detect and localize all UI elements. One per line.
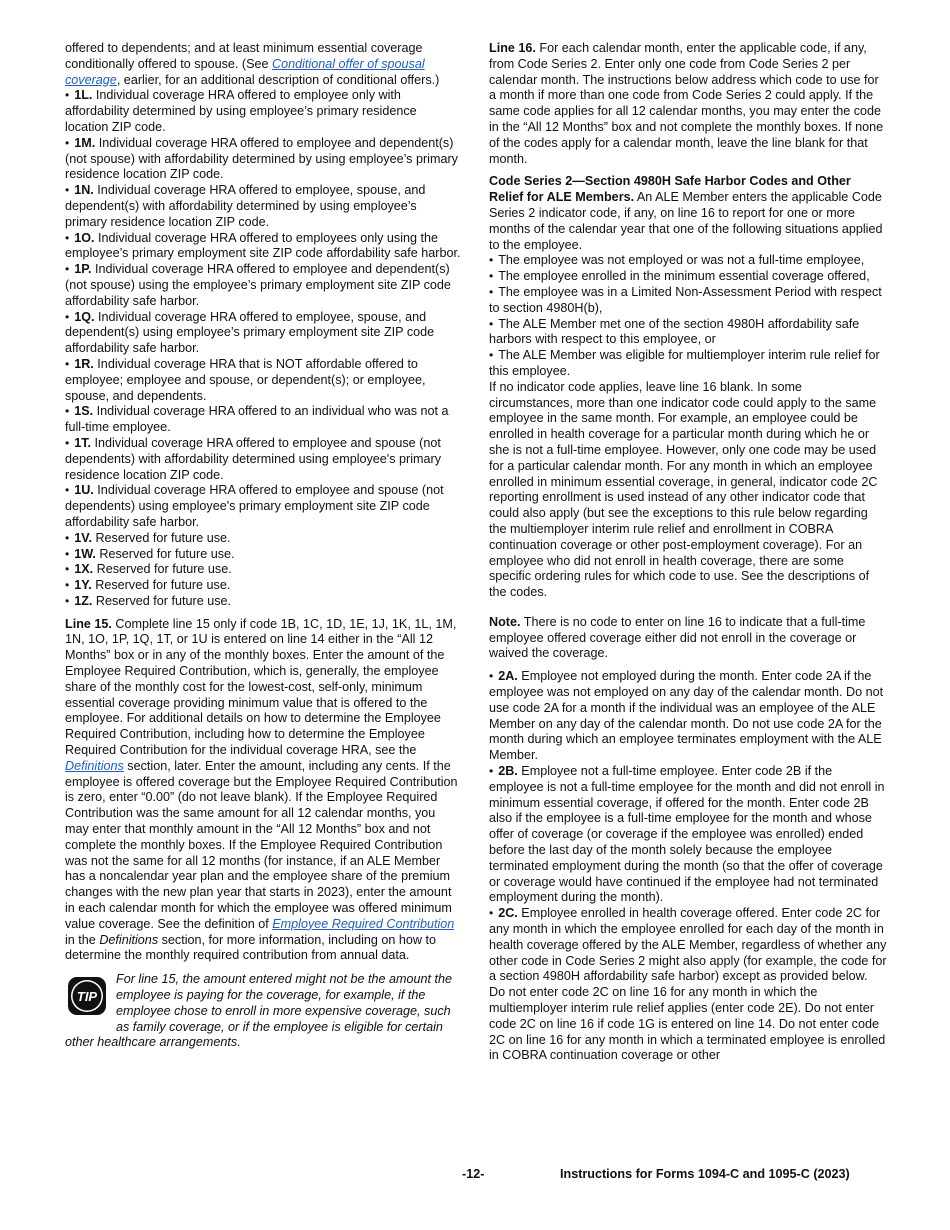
note-label: Note. [489, 614, 521, 629]
definitions-link[interactable]: Definitions [65, 758, 124, 773]
list-item: • 1W. Reserved for future use. [65, 547, 462, 563]
intro-paragraph: offered to dependents; and at least minimum essential coverage conditionally offered to spouse. (See Conditional offer of spousal coverage, earlier, for an additional description of conditional offers.) [65, 41, 440, 87]
list-item: • The employee enrolled in the minimum essential coverage offered, [489, 269, 887, 285]
list-item: • 1N. Individual coverage HRA offered to employee, spouse, and dependent(s) with affordability determined by using employee’s primary residence location ZIP code. [65, 183, 462, 230]
note-paragraph: Note. There is no code to enter on line 16 to indicate that a full-time employee offered coverage either did not enroll in the coverage or waived the coverage. [489, 614, 866, 661]
right-column [489, 41, 887, 1064]
list-item: • 1R. Individual coverage HRA that is NOT affordable offered to employee; employee and spouse, or dependent(s); or employee, spouse, and dependents. [65, 357, 462, 404]
list-item: • 1T. Individual coverage HRA offered to employee and spouse (not dependents) with affordability determined using employee's primary residence location ZIP code. [65, 436, 462, 483]
list-item: • 1Y. Reserved for future use. [65, 578, 462, 594]
employee-required-contribution-link[interactable]: Employee Required Contribution [272, 916, 455, 931]
code-series-2-intro: Code Series 2—Section 4980H Safe Harbor Codes and Other Relief for ALE Members. An ALE Member enters the applicable Code Series 2 indicator code, if any, on line 16 to report for one or more months of the calendar year that one of the following situations applied to the employee. [489, 174, 883, 252]
list-item: • The employee was not employed or was not a full-time employee, [489, 253, 887, 269]
list-item: • The ALE Member was eligible for multiemployer interim rule relief for this employee. [489, 348, 887, 380]
list-item: • 1M. Individual coverage HRA offered to employee and dependent(s) (not spouse) with affordability determined by using employee’s primary residence location ZIP code. [65, 136, 462, 183]
conditional-offer-link[interactable]: Conditional offer of spousal coverage [65, 56, 425, 87]
list-item: • 1U. Individual coverage HRA offered to employee and spouse (not dependents) using employee's primary employment site ZIP code affordability safe harbor. [65, 483, 462, 530]
list-item: • 1Z. Reserved for future use. [65, 594, 462, 610]
list-item: • 1V. Reserved for future use. [65, 531, 462, 547]
line-16-paragraph: Line 16. For each calendar month, enter the applicable code, if any, from Code Series 2. Enter only one code from Code Series 2 per calendar month. The instructions below address which code to use for a month if more than one code from Code Series 2 could apply. If the same code applies for all 12 calendar months, you may enter the code in the “All 12 Months” box and not complete the monthly boxes. If none of the codes apply for a calendar month, leave the line blank for that month. [489, 41, 884, 166]
line-16-heading: Line 16. [489, 41, 536, 55]
list-item: • 2C. Employee enrolled in health coverage offered. Enter code 2C for any month in which the employee enrolled for each day of the month in health coverage offered by the ALE Member, regardless of whether any other code in Code Series 2 might also apply (for example, the code for a section 4980H affordability safe harbor) except as provided below. Do not enter code 2C on line 16 for any month in which the multiemployer interim rule relief applies (enter code 2E). Do not enter code 2C on line 16 if code 1G is entered on line 14. Do not enter code 2C on line 16 for any month in which a terminated employee is enrolled in COBRA continuation coverage or other [489, 906, 887, 1064]
tip-icon [65, 974, 109, 1018]
code-list-series-2 [489, 669, 887, 1064]
indicator-code-paragraph: If no indicator code applies, leave line 16 blank. In some circumstances, more than one indicator code could apply to the same employee in the same month. For example, an employee could be enrolled in health coverage for a particular month during which he or she is not a full-time employee. However, only one code may be used for a particular calendar month. For any month in which an employee enrolled in minimum essential coverage, in general, indicator code 2C reporting enrollment is used instead of any other indicator code that could also apply (but see the exceptions to this rule below regarding the multiemployer interim rule relief and enrollment in COBRA continuation coverage or other post-employment coverage). For an employee who did not enroll in health coverage, there are some specific ordering rules for which code to use. See the descriptions of the codes. [489, 379, 878, 600]
situation-list [489, 253, 887, 379]
form-title: Instructions for Forms 1094-C and 1095-C (2023) [560, 1167, 850, 1181]
list-item: • 2B. Employee not a full-time employee. Enter code 2B if the employee is not a full-time employee for the month and did not enroll in minimum essential coverage, if offered for the month. Enter code 2B also if the employee is a full-time employee for the month and whose offer of coverage (or coverage if the employee was enrolled) ended before the last day of the month solely because the employee terminated employment during the month (so that the offer of coverage or coverage would have continued if the employee had not terminated employment during the month). [489, 764, 887, 906]
list-item: • 1P. Individual coverage HRA offered to employee and dependent(s) (not spouse) using the employee’s primary employment site ZIP code affordability safe harbor. [65, 262, 462, 309]
line-15-paragraph: Line 15. Complete line 15 only if code 1B, 1C, 1D, 1E, 1J, 1K, 1L, 1M, 1N, 1O, 1P, 1Q, 1T, or 1U is entered on line 14 either in the “All 12 Months” box or in any of the monthly boxes. Enter the amount of the Employee Required Contribution, which is, generally, the employee share of the monthly cost for the lowest-cost, self-only, minimum essential coverage providing minimum value that is offered to the employee. For additional details on how to determine the Employee Required Contribution, including how to determine the Employee Required Contribution for the individual coverage HRA, see the Definitions section, later. Enter the amount, including any cents. If the employee is offered coverage but the Employee Required Contribution is zero, enter “0.00” (do not leave blank). If the Employee Required Contribution was the same amount for all 12 calendar months, you may enter that monthly amount in the “All 12 Months” box and not complete the monthly boxes. If the Employee Required Contribution was not the same for all 12 months (for instance, if an ALE Member has a noncalendar year plan and the employee share of the premium changes with the new plan year that starts in 2023), enter the amount in each calendar month for which the employee was offered minimum value coverage. See the definition of Employee Required Contribution in the Definitions section, for more information, including on how to determine the monthly required contribution from annual data. [65, 616, 458, 963]
code-series-2-heading: Code Series 2—Section 4980H Safe Harbor Codes and Other Relief for ALE Members. [489, 174, 851, 205]
list-item: • 1S. Individual coverage HRA offered to an individual who was not a full-time employee. [65, 404, 462, 436]
list-item: • 2A. Employee not employed during the month. Enter code 2A if the employee was not employed on any day of the calendar month. Do not use code 2A for a month if the individual was an employee of the ALE Member on any day of the calendar month. Do not use code 2A for the month during which an employee terminates employment with the ALE Member. [489, 669, 887, 764]
page-number: -12- [462, 1167, 485, 1181]
line-15-heading: Line 15. [65, 616, 112, 631]
list-item: • 1O. Individual coverage HRA offered to employees only using the employee’s primary employment site ZIP code affordability safe harbor. [65, 231, 462, 263]
left-column [65, 41, 462, 1051]
tip-badge-label: TIP [76, 989, 98, 1005]
list-item: • The ALE Member met one of the section 4980H affordability safe harbors with respect to this employee, or [489, 317, 887, 349]
code-list-series-1 [65, 88, 462, 609]
list-item: • The employee was in a Limited Non-Assessment Period with respect to section 4980H(b), [489, 285, 887, 317]
tip-box [65, 972, 462, 1051]
list-item: • 1L. Individual coverage HRA offered to employee only with affordability determined by using employee’s primary residence location ZIP code. [65, 88, 462, 135]
list-item: • 1Q. Individual coverage HRA offered to employee, spouse, and dependent(s) using employee’s primary employment site ZIP code affordability safe harbor. [65, 310, 462, 357]
tip-text: For line 15, the amount entered might not be the amount the employee is paying for the coverage, for example, if the employee chose to enroll in more expensive coverage, such as family coverage, or if the employee is eligible for certain other healthcare arrangements. [65, 972, 453, 1050]
list-item: • 1X. Reserved for future use. [65, 562, 462, 578]
